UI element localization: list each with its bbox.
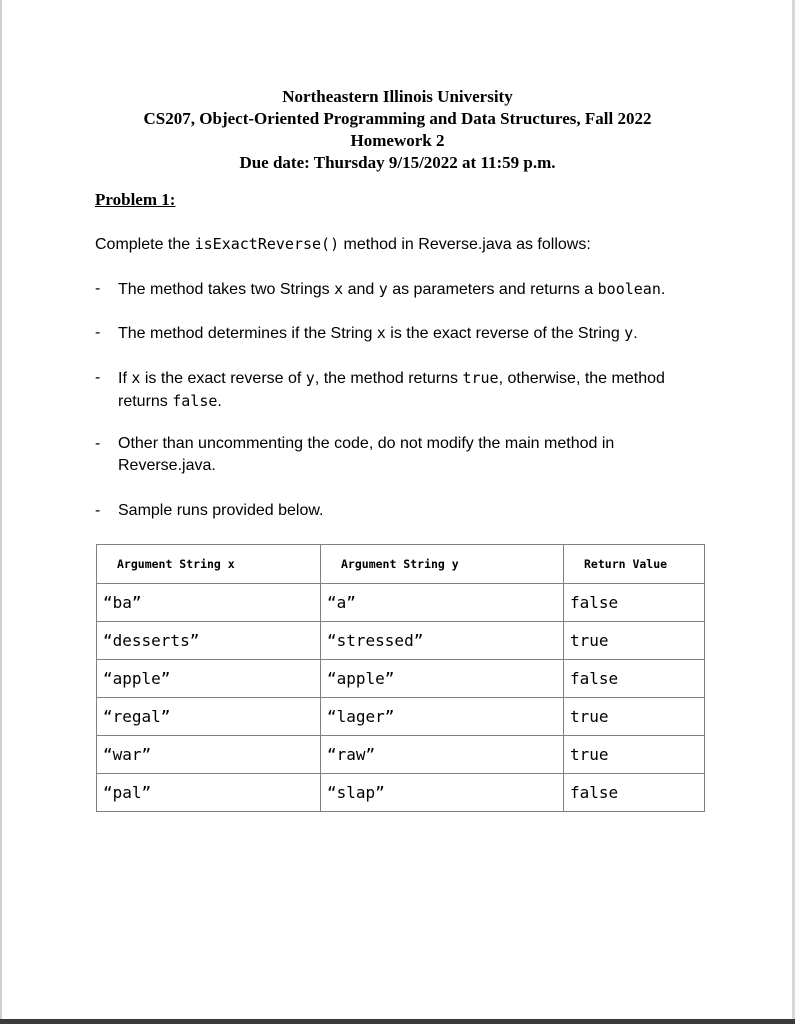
course-title: CS207, Object-Oriented Programming and Data Structures, Fall 2022 bbox=[143, 109, 652, 128]
bullet-dash: - bbox=[95, 502, 101, 519]
sample-runs-table bbox=[96, 544, 705, 812]
bullet-dash: - bbox=[95, 280, 101, 297]
university-name: Northeastern Illinois University bbox=[282, 87, 513, 106]
cell-return: false bbox=[564, 584, 705, 622]
homework-title: Homework 2 bbox=[350, 131, 445, 150]
cell-return: true bbox=[564, 698, 705, 736]
cell-return: true bbox=[564, 736, 705, 774]
bullet-dash: - bbox=[95, 369, 101, 386]
list-item: - If x is the exact reverse of y, the method returns true, otherwise, the method returns false. bbox=[95, 369, 665, 410]
cell-y: “slap” bbox=[321, 774, 564, 812]
due-date: Due date: Thursday 9/15/2022 at 11:59 p.m. bbox=[239, 153, 556, 172]
cell-x: “desserts” bbox=[97, 622, 321, 660]
cell-x: “regal” bbox=[97, 698, 321, 736]
cell-return: false bbox=[564, 660, 705, 698]
table-row bbox=[97, 660, 705, 698]
intro-text: Complete the bbox=[95, 236, 195, 253]
list-item: - The method determines if the String x is the exact reverse of the String y. bbox=[95, 324, 638, 342]
table-header-row bbox=[97, 545, 705, 584]
cell-y: “apple” bbox=[321, 660, 564, 698]
method-name-code: isExactReverse() bbox=[194, 235, 340, 253]
cell-x: “pal” bbox=[97, 774, 321, 812]
cell-y: “stressed” bbox=[321, 622, 564, 660]
cell-x: “apple” bbox=[97, 660, 321, 698]
problem-intro bbox=[95, 233, 591, 256]
cell-y: “lager” bbox=[321, 698, 564, 736]
cell-return: true bbox=[564, 622, 705, 660]
cell-x: “war” bbox=[97, 736, 321, 774]
page-bottom-bar bbox=[0, 1019, 795, 1024]
cell-y: “raw” bbox=[321, 736, 564, 774]
column-header-y: Argument String y bbox=[321, 545, 564, 584]
cell-y: “a” bbox=[321, 584, 564, 622]
table-row bbox=[97, 736, 705, 774]
bullet-dash: - bbox=[95, 435, 101, 452]
table-row bbox=[97, 774, 705, 812]
document-header bbox=[0, 86, 795, 174]
list-item: - Sample runs provided below. bbox=[95, 500, 323, 522]
column-header-x: Argument String x bbox=[97, 545, 321, 584]
cell-x: “ba” bbox=[97, 584, 321, 622]
table-row bbox=[97, 698, 705, 736]
list-item: - The method takes two Strings x and y as parameters and returns a boolean. bbox=[95, 280, 666, 298]
column-header-return: Return Value bbox=[564, 545, 705, 584]
problem-title: Problem 1: bbox=[95, 190, 176, 209]
table-row bbox=[97, 622, 705, 660]
intro-text-suffix: method in Reverse.java as follows: bbox=[339, 236, 591, 253]
bullet-dash: - bbox=[95, 324, 101, 341]
table-row bbox=[97, 584, 705, 622]
list-item: - Other than uncommenting the code, do not modify the main method in Reverse.java. bbox=[95, 435, 615, 474]
cell-return: false bbox=[564, 774, 705, 812]
